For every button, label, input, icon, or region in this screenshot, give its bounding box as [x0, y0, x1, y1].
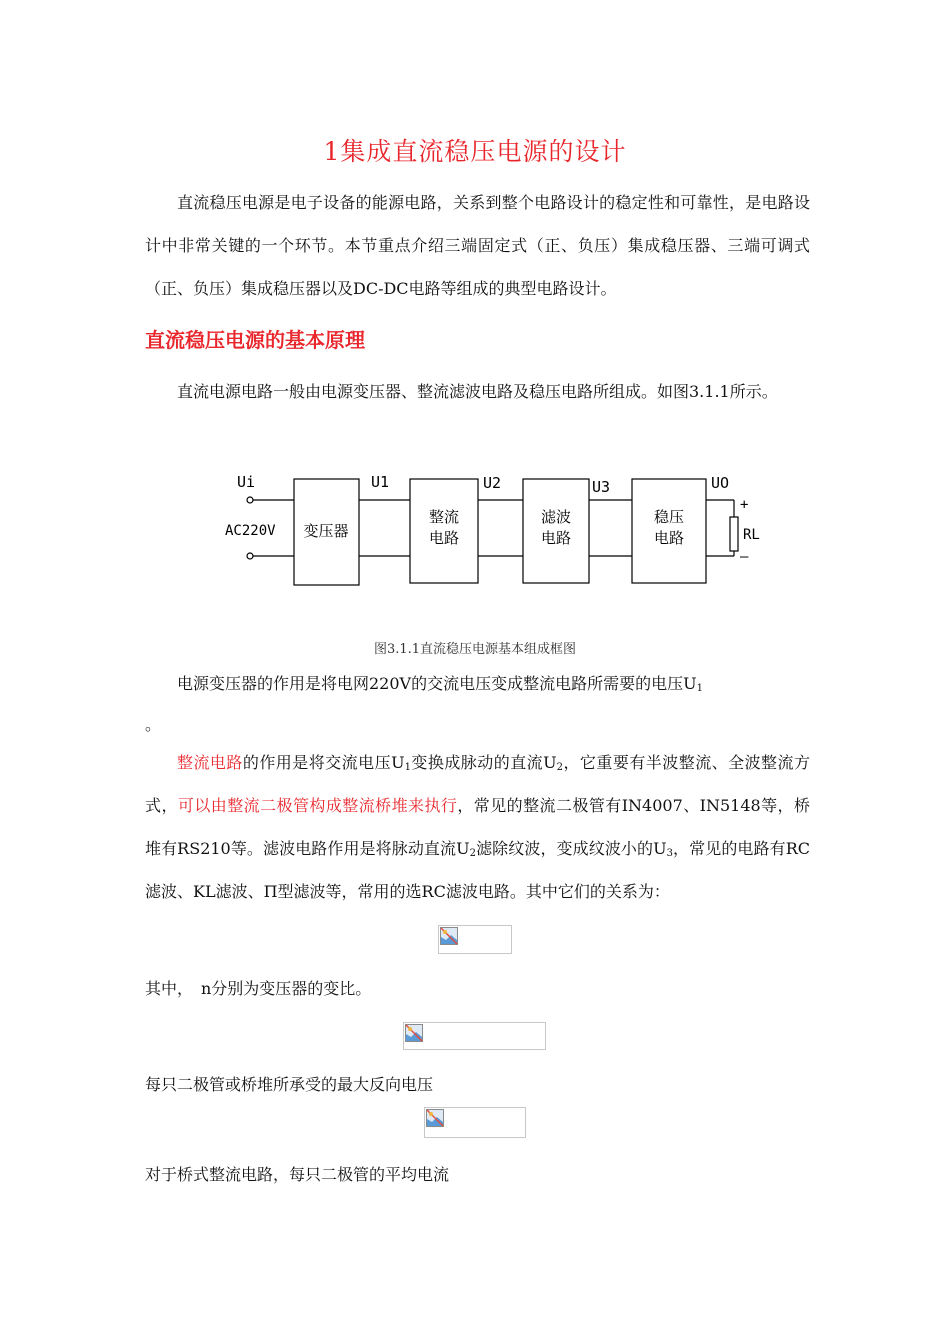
broken-image-icon	[426, 1109, 444, 1127]
reverse-voltage-line: 每只二极管或桥堆所承受的最大反向电压	[145, 1075, 434, 1094]
rectifier-text-2: 变换成脉动的直流U	[410, 753, 557, 772]
broken-image-icon	[440, 927, 458, 945]
power-supply-block-diagram	[215, 465, 775, 600]
rectifier-text-1: 的作用是将交流电压U	[242, 753, 405, 772]
transformer-paragraph-end: 。	[145, 715, 162, 734]
filter-block-label-2: 电路	[540, 529, 572, 547]
u1-label: U1	[371, 473, 390, 491]
page-title: 1集成直流稳压电源的设计	[323, 137, 627, 166]
rectifier-block-label-2: 电路	[428, 529, 460, 547]
uo-label: UO	[711, 474, 730, 492]
plus-label: +	[740, 497, 749, 513]
regulator-block-label-1: 稳压	[653, 508, 685, 526]
input-label: Ui	[237, 473, 256, 491]
transformer-subscript: 1	[696, 683, 703, 694]
intro-paragraph: 直流稳压电源是电子设备的能源电路，关系到整个电路设计的稳定性和可靠性，是电路设计中非常关键的一个环节。本节重点介绍三端固定式（正、负压）集成稳压器、三端可调式（正、负压）集成稳压器以及DC-DC电路等组成的典型电路设计。	[145, 193, 810, 298]
rectifier-sub-1: 1	[404, 762, 411, 773]
rectifier-text-6: ，常见的电路有RC滤波、KL滤波、Π型滤波等，常用的选RC滤波电路。其中它们的关系为：	[145, 839, 810, 901]
rectifier-sub-2: 2	[556, 762, 563, 773]
rectifier-text-4: ，常见的整流二极管有IN4007、IN5148等，桥堆有RS210等。滤波电路作用是将脉动直流U	[145, 796, 810, 858]
figure-caption: 图3.1.1直流稳压电源基本组成框图	[373, 642, 577, 657]
ratio-line: 其中， n分别为变压器的变比。	[145, 979, 372, 998]
broken-image-icon	[405, 1024, 423, 1042]
rectifier-paragraph	[145, 741, 810, 913]
section-heading: 直流稳压电源的基本原理	[145, 328, 365, 352]
rectifier-sub-4: 3	[666, 848, 673, 859]
rectifier-term: 整流电路	[177, 753, 243, 772]
minus-label: —	[740, 549, 749, 565]
section-intro-paragraph: 直流电源电路一般由电源变压器、整流滤波电路及稳压电路所组成。如图3.1.1所示。	[177, 382, 778, 401]
u2-label: U2	[483, 474, 502, 492]
transformer-text: 电源变压器的作用是将电网220V的交流电压变成整流电路所需要的电压U	[177, 674, 697, 693]
input-terminal-top	[247, 497, 253, 503]
filter-block-label-1: 滤波	[540, 508, 572, 526]
input-terminal-bottom	[247, 553, 253, 559]
rectifier-text-5: 滤除纹波，变成纹波小的U	[475, 839, 667, 858]
rectifier-block-label-1: 整流	[428, 508, 460, 526]
rectifier-highlight: 可以由整流二极管构成整流桥堆来执行	[177, 796, 458, 815]
input-voltage-label: AC220V	[225, 523, 276, 539]
transformer-paragraph	[145, 662, 810, 705]
formula-image-1	[438, 925, 512, 954]
load-resistor	[730, 517, 738, 551]
formula-image-2	[403, 1022, 546, 1050]
formula-image-3	[424, 1107, 526, 1138]
u3-label: U3	[592, 478, 611, 496]
average-current-line: 对于桥式整流电路，每只二极管的平均电流	[145, 1165, 450, 1184]
load-label: RL	[743, 527, 760, 543]
regulator-block-label-2: 电路	[653, 529, 685, 547]
rectifier-text-3: ，它重要有半波整流、全波整流方式，	[145, 753, 810, 815]
rectifier-sub-3: 2	[469, 848, 476, 859]
transformer-block-label: 变压器	[303, 522, 349, 540]
